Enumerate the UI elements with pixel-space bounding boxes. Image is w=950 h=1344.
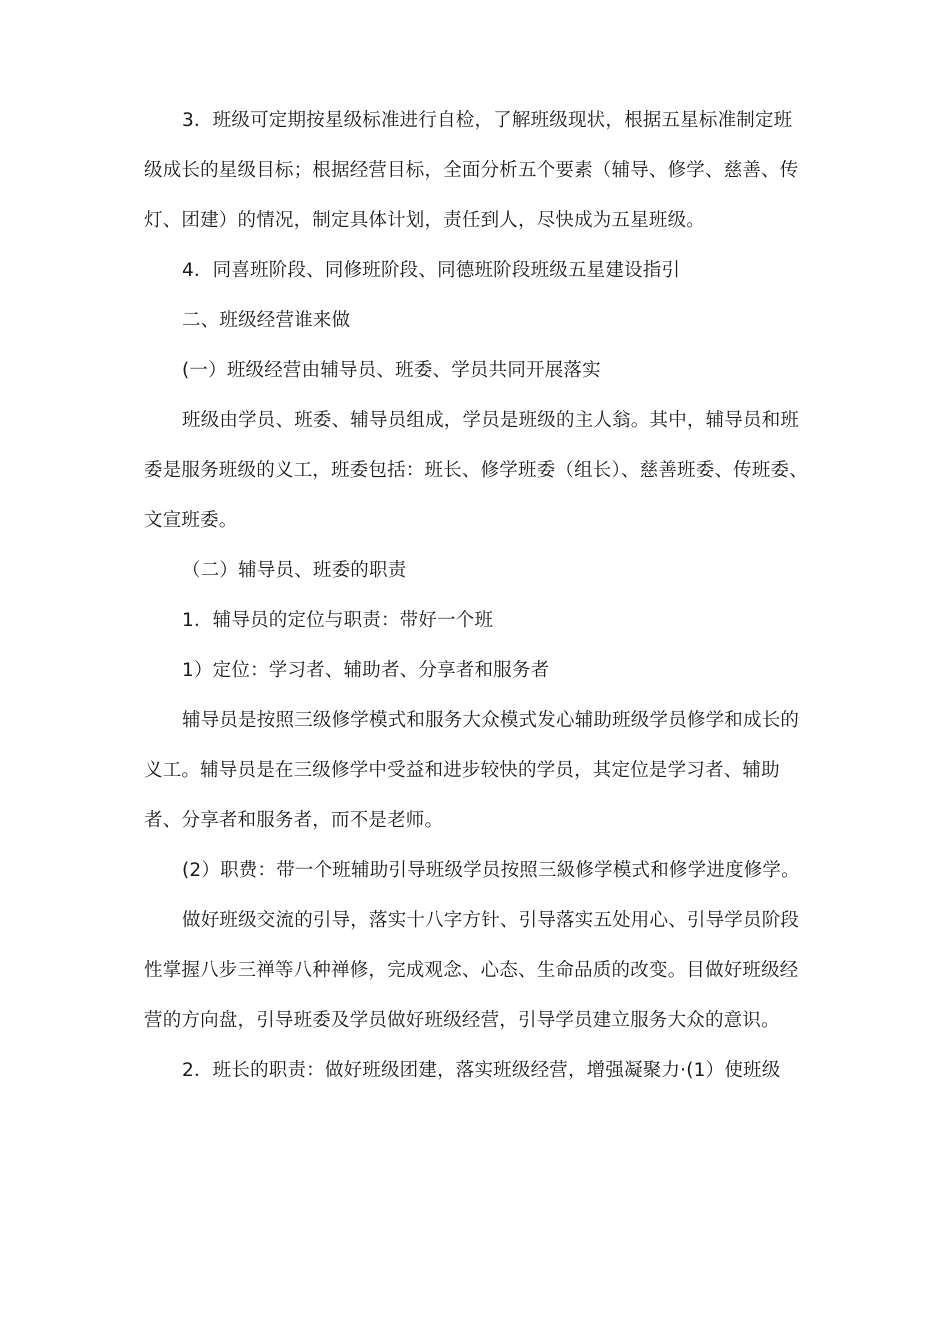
- paragraph-class-guidance: 做好班级交流的引导，落实十八字方针、引导落实五处用心、引导学员阶段性掌握八步三禅等八种禅修，完成观念、心态、生命品质的改变。目做好班级经营的方向盘，引导班委及学员做好班级经营，引导学员建立服务大众的意识。: [144, 910, 800, 1031]
- paragraph-stage-guide: 4．同喜班阶段、同修班阶段、同德班阶段班级五星建设指引: [182, 260, 681, 281]
- item-heading-positioning: 1）定位：学习者、辅助者、分享者和服务者: [182, 660, 550, 681]
- section-heading-who-manages: 二、班级经营谁来做: [182, 310, 351, 331]
- document-body: [144, 96, 808, 1096]
- item-heading-counselor-role: 1．辅导员的定位与职责：带好一个班: [182, 610, 494, 631]
- paragraph-counselor-duty: (2）职费：带一个班辅助引导班级学员按照三級修学模式和修学进度修学。: [182, 860, 800, 881]
- paragraph-monitor-duty: 2．班长的职责：做好班级团建，落实班级经营，增强凝聚力·(1）使班级: [182, 1060, 781, 1081]
- paragraph-counselor-definition: 辅导员是按照三级修学模式和服务大众模式发心辅助班级学员修学和成长的义工。辅导员是在三级修学中受益和进步较快的学员，其定位是学习者、辅助者、分享者和服务者，而不是老师。: [144, 710, 800, 831]
- subsection-heading-duties: （二）辅导员、班委的职责: [182, 560, 407, 581]
- paragraph-class-composition: 班级由学员、班委、辅导员组成，学员是班级的主人翁。其中，辅导员和班委是服务班级的义工，班委包括：班长、修学班委（组长）、慈善班委、传班委、文宣班委。: [144, 410, 808, 531]
- subsection-heading-joint-management: (一）班级经营由辅导员、班委、学员共同开展落实: [182, 360, 601, 381]
- paragraph-star-self-check: 3．班级可定期按星级标准进行自检，了解班级现状，根据五星标准制定班级成长的星级目标；根据经营目标，全面分析五个要素（辅导、修学、慈善、传灯、团建）的情况，制定具体计划，责任到人，尽快成为五星班级。: [144, 110, 799, 231]
